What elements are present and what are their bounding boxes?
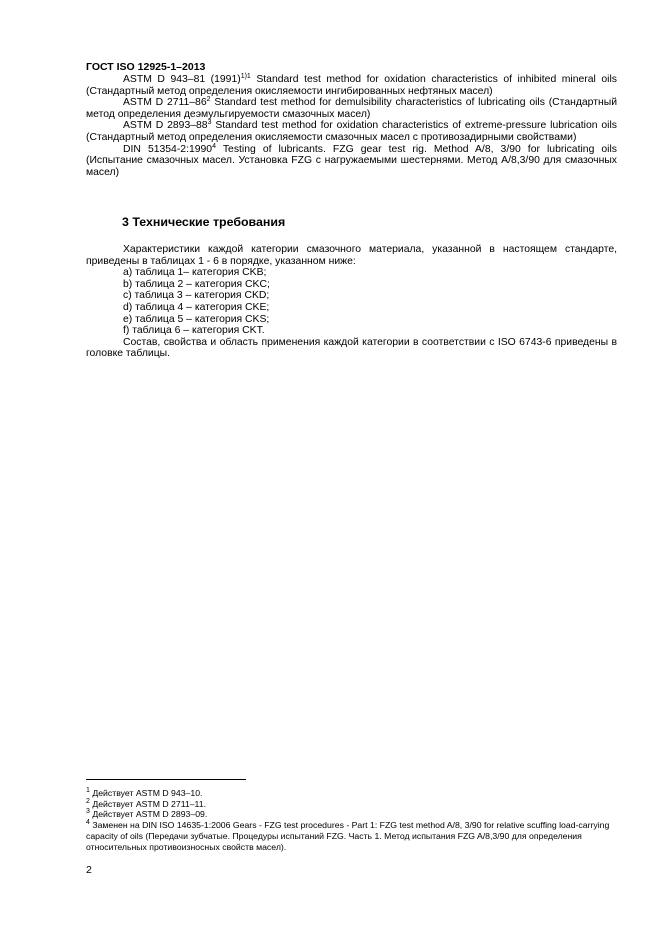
reference-text: Standard test method for oxidation characteristics of inhibited mineral oils (Стандартный метод определения окисляемости ингибированных нефтяных масел) xyxy=(86,74,617,97)
footnote-mark: 2 xyxy=(86,797,90,805)
footnote-mark: 2 xyxy=(206,96,211,104)
reference-code: DIN 51354-2:1990 xyxy=(123,143,213,155)
section-intro: Характеристики каждой категории смазочного материала, указанной в настоящем стандарте, приведены в таблицах 1 - 6 в порядке, указанном ниже: xyxy=(86,244,617,267)
list-item: b) таблица 2 – категория CKC; xyxy=(123,278,270,290)
footnote-text: Заменен на DIN ISO 14635-1:2006 Gears - FZG test procedures - Part 1: FZG test method A/8, 3/90 for relative scuffing load-carrying capacity of oils (Передачи зубчатые. Процедуры испытаний FZG. Часть 1. Метод испытания FZG A/8,3/90 для определения относительных противоизносных свойств масел). xyxy=(86,820,610,852)
reference-item xyxy=(86,74,617,97)
reference-item xyxy=(86,144,617,179)
reference-item xyxy=(86,120,617,143)
list-item: f) таблица 6 – категория CKT. xyxy=(123,325,265,337)
page-number: 2 xyxy=(86,864,92,876)
normative-references xyxy=(86,74,617,178)
footnote-text: Действует ASTM D 2711–11. xyxy=(89,798,206,809)
footnote-mark: 4 xyxy=(212,142,216,150)
reference-code: ASTM D 2711–86 xyxy=(123,97,207,109)
list-item: a) таблица 1– категория CKB; xyxy=(123,267,267,279)
footnote xyxy=(86,788,617,799)
footnotes xyxy=(86,788,617,852)
list-item: d) таблица 4 – категория CKE; xyxy=(123,301,270,313)
footnote xyxy=(86,820,617,852)
footnote xyxy=(86,809,617,820)
footnote-mark: 1)1 xyxy=(240,73,251,80)
footnote-mark: 1 xyxy=(86,787,90,794)
reference-code: ASTM D 943–81 (1991) xyxy=(123,74,241,85)
document-header: ГОСТ ISO 12925-1–2013 xyxy=(86,61,206,73)
reference-item xyxy=(86,97,617,120)
footnote xyxy=(86,799,617,810)
section-body xyxy=(86,244,617,360)
footnote-divider xyxy=(86,779,246,780)
footnote-text: Действует ASTM D 2893–09. xyxy=(89,809,208,820)
reference-text: Testing of lubricants. FZG gear test rig. Method A/8, 3/90 for lubricating oils (Испытание смазочных масел. Установка FZG с нагружаемыми шестернями. Метод A/8,3/90 для смазочных масел) xyxy=(86,143,617,178)
footnote-mark: 4 xyxy=(86,819,90,827)
footnote-text: Действует ASTM D 943–10. xyxy=(89,788,203,798)
section-title: 3 Технические требования xyxy=(122,215,286,229)
footnote-mark: 3 xyxy=(86,808,90,816)
reference-code: ASTM D 2893–88 xyxy=(123,120,208,132)
list-item: e) таблица 5 – категория CKS; xyxy=(123,313,270,325)
footnote-mark: 3 xyxy=(207,119,212,127)
list-item: c) таблица 3 – категория CKD; xyxy=(123,290,270,302)
reference-text: Standard test method for oxidation characteristics of extreme-pressure lubrication oils (Стандартный метод определения окисляемости смазочных масел с противозадирными свойствами) xyxy=(86,120,617,143)
section-closing: Состав, свойства и область применения каждой категории в соответствии с ISO 6743-6 приведены в головке таблицы. xyxy=(86,336,617,360)
reference-text: Standard test method for demulsibility characteristics of lubricating oils (Стандартный метод определения деэмульгируемости смазочных масел) xyxy=(86,97,617,120)
